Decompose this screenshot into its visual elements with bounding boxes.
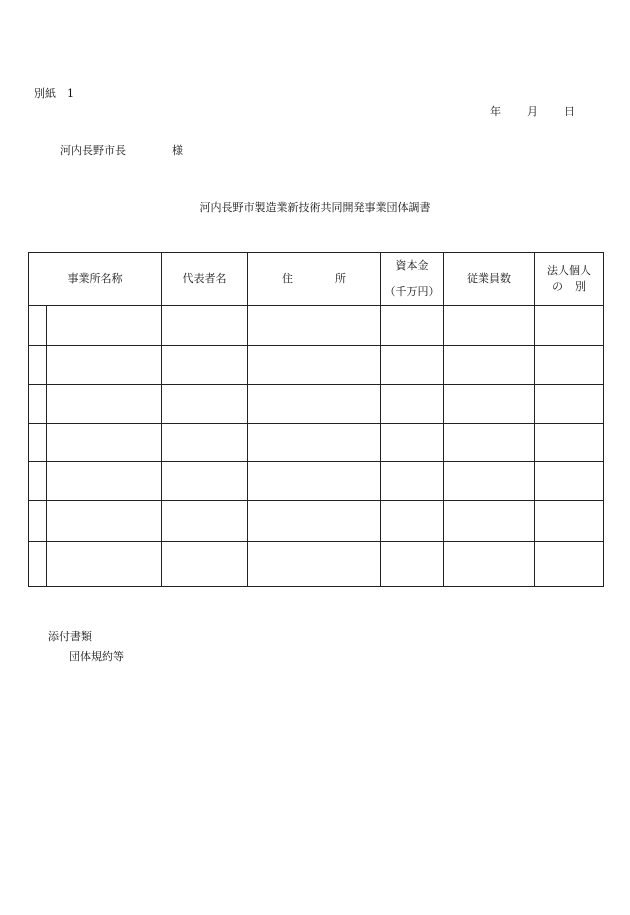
date-month-label: 月 [527,105,538,118]
entity-type-cell[interactable] [535,424,604,462]
employees-cell[interactable] [444,424,535,462]
date-day-label: 日 [564,105,575,118]
entity-type-cell[interactable] [535,501,604,542]
address-cell[interactable] [248,306,381,346]
entity-type-cell[interactable] [535,385,604,424]
col-capital [381,253,444,306]
capital-cell[interactable] [381,346,444,385]
date-year-label: 年 [490,105,501,118]
table-row [29,346,604,385]
entity-type-cell[interactable] [535,306,604,346]
address-cell[interactable] [248,542,381,587]
employees-cell[interactable] [444,385,535,424]
table-row [29,501,604,542]
addressee-name: 河内長野市長 [60,144,126,157]
row-index-cell[interactable] [29,462,47,501]
office-name-cell[interactable] [47,385,162,424]
col-capital-line1: 資本金 [395,259,429,272]
capital-cell[interactable] [381,424,444,462]
col-employees: 従業員数 [444,253,535,306]
office-name-cell[interactable] [47,542,162,587]
row-index-cell[interactable] [29,424,47,462]
address-cell[interactable] [248,501,381,542]
address-cell[interactable] [248,462,381,501]
col-office-name: 事業所名称 [29,253,162,306]
office-name-cell[interactable] [47,346,162,385]
representative-cell[interactable] [162,501,248,542]
row-index-cell[interactable] [29,306,47,346]
representative-cell[interactable] [162,462,248,501]
entity-type-cell[interactable] [535,346,604,385]
attachment-label: 別紙 1 [34,87,74,100]
employees-cell[interactable] [444,542,535,587]
attachments-item: 団体規約等 [69,650,124,663]
office-name-cell[interactable] [47,501,162,542]
addressee-honorific: 様 [172,144,183,157]
employees-cell[interactable] [444,306,535,346]
representative-cell[interactable] [162,385,248,424]
table-row [29,306,604,346]
organization-register-table [28,252,604,587]
representative-cell[interactable] [162,424,248,462]
representative-cell[interactable] [162,346,248,385]
table-row [29,424,604,462]
entity-type-cell[interactable] [535,542,604,587]
col-address [248,253,381,306]
row-index-cell[interactable] [29,542,47,587]
office-name-cell[interactable] [47,306,162,346]
col-address-part1: 住 [282,272,293,285]
office-name-cell[interactable] [47,424,162,462]
attachments-heading: 添付書類 [48,630,92,643]
table-header-row [29,253,604,306]
document-title: 河内長野市製造業新技術共同開発事業団体調書 [199,201,431,214]
table-row [29,462,604,501]
col-representative: 代表者名 [162,253,248,306]
table-row [29,385,604,424]
row-index-cell[interactable] [29,385,47,424]
capital-cell[interactable] [381,306,444,346]
address-cell[interactable] [248,346,381,385]
capital-cell[interactable] [381,462,444,501]
addressee [60,142,183,158]
representative-cell[interactable] [162,306,248,346]
capital-cell[interactable] [381,385,444,424]
address-cell[interactable] [248,424,381,462]
col-capital-unit: （千万円） [384,285,440,298]
entity-type-cell[interactable] [535,462,604,501]
col-address-part2: 所 [335,272,346,285]
col-entity-type-line1: 法人個人 [547,264,591,277]
employees-cell[interactable] [444,501,535,542]
date-line [490,103,575,119]
representative-cell[interactable] [162,542,248,587]
col-entity-type-line2 [535,279,603,295]
employees-cell[interactable] [444,462,535,501]
row-index-cell[interactable] [29,346,47,385]
office-name-cell[interactable] [47,462,162,501]
table-row [29,542,604,587]
capital-cell[interactable] [381,501,444,542]
col-entity-type-no: の [552,280,563,293]
col-entity-type [535,253,604,306]
employees-cell[interactable] [444,346,535,385]
address-cell[interactable] [248,385,381,424]
row-index-cell[interactable] [29,501,47,542]
col-entity-type-betsu: 別 [575,280,586,293]
capital-cell[interactable] [381,542,444,587]
